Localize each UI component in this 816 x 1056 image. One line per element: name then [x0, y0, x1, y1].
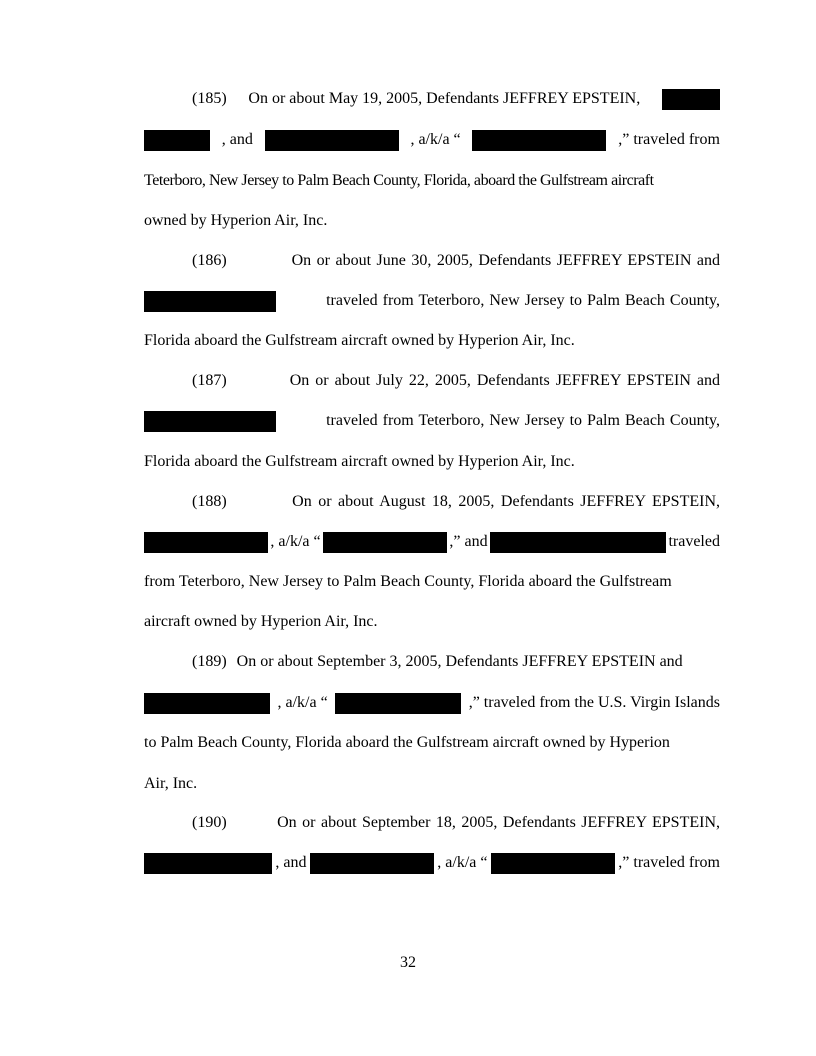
paragraph-186-line-2: [144, 290, 720, 312]
paragraph-185-line-1: [192, 88, 720, 110]
paragraph-number: (188): [192, 493, 227, 510]
paragraph-186-line-3: Florida aboard the Gulfstream aircraft owned by Hyperion Air, Inc.: [144, 332, 575, 349]
paragraph-185-line-2: [144, 129, 720, 151]
paragraph-text: , a/k/a “: [270, 533, 321, 550]
paragraph-188-line-2: [144, 531, 720, 553]
paragraph-text: , a/k/a “: [277, 694, 328, 711]
paragraph-187-line-1: [192, 370, 720, 392]
paragraph-text: , and: [275, 854, 307, 871]
redaction-block: [144, 411, 276, 432]
paragraph-text: On or about September 18, 2005, Defendants JEFFREY EPSTEIN,: [277, 814, 720, 831]
redaction-block: [144, 853, 272, 874]
page-number: 32: [400, 954, 416, 971]
paragraph-189-line-1: [192, 651, 720, 673]
redaction-block: [144, 291, 276, 312]
redaction-block: [310, 853, 434, 874]
redaction-block: [662, 89, 720, 110]
paragraph-text: traveled: [668, 533, 720, 550]
redaction-block: [491, 853, 615, 874]
paragraph-text: ,” traveled from the U.S. Virgin Islands: [468, 694, 720, 711]
paragraph-188-line-3: from Teterboro, New Jersey to Palm Beach County, Florida aboard the Gulfstream: [144, 573, 672, 590]
paragraph-text: ,” and: [449, 533, 488, 550]
redaction-block: [335, 693, 461, 714]
paragraph-187-line-3: Florida aboard the Gulfstream aircraft owned by Hyperion Air, Inc.: [144, 453, 575, 470]
paragraph-190-line-1: [192, 812, 720, 834]
redaction-block: [144, 693, 270, 714]
paragraph-text: On or about September 3, 2005, Defendants JEFFREY EPSTEIN and: [236, 653, 683, 670]
redaction-block: [472, 130, 606, 151]
paragraph-text: On or about July 22, 2005, Defendants JEFFREY EPSTEIN and: [289, 372, 720, 389]
paragraph-189-line-3: to Palm Beach County, Florida aboard the Gulfstream aircraft owned by Hyperion: [144, 734, 670, 751]
paragraph-190-line-2: [144, 852, 720, 874]
paragraph-text: On or about June 30, 2005, Defendants JEFFREY EPSTEIN and: [291, 252, 720, 269]
paragraph-187-line-2: [144, 410, 720, 432]
paragraph-text: On or about May 19, 2005, Defendants JEFFREY EPSTEIN,: [248, 90, 641, 107]
paragraph-text: traveled from Teterboro, New Jersey to Palm Beach County,: [326, 412, 720, 429]
redaction-block: [265, 130, 399, 151]
redaction-block: [490, 532, 666, 553]
paragraph-text: , a/k/a “: [437, 854, 488, 871]
paragraph-185-line-4: owned by Hyperion Air, Inc.: [144, 212, 328, 229]
paragraph-189-line-2: [144, 692, 720, 714]
paragraph-text: ,” traveled from: [618, 131, 720, 148]
paragraph-number: (185): [192, 90, 227, 107]
paragraph-number: (190): [192, 814, 227, 831]
paragraph-number: (186): [192, 252, 227, 269]
redaction-block: [144, 532, 268, 553]
paragraph-188-line-1: [192, 491, 720, 513]
paragraph-text: ,” traveled from: [618, 854, 720, 871]
redaction-block: [323, 532, 447, 553]
paragraph-185-line-3: Teterboro, New Jersey to Palm Beach County, Florida, aboard the Gulfstream aircraft: [144, 172, 654, 189]
paragraph-text: On or about August 18, 2005, Defendants JEFFREY EPSTEIN,: [292, 493, 720, 510]
paragraph-188-line-4: aircraft owned by Hyperion Air, Inc.: [144, 613, 378, 630]
paragraph-186-line-1: [192, 250, 720, 272]
paragraph-number: (187): [192, 372, 227, 389]
paragraph-text: , a/k/a “: [410, 131, 461, 148]
paragraph-text: , and: [221, 131, 253, 148]
paragraph-number: (189): [192, 653, 227, 670]
paragraph-189-line-4: Air, Inc.: [144, 775, 198, 792]
paragraph-text: traveled from Teterboro, New Jersey to Palm Beach County,: [326, 292, 720, 309]
redaction-block: [144, 130, 210, 151]
